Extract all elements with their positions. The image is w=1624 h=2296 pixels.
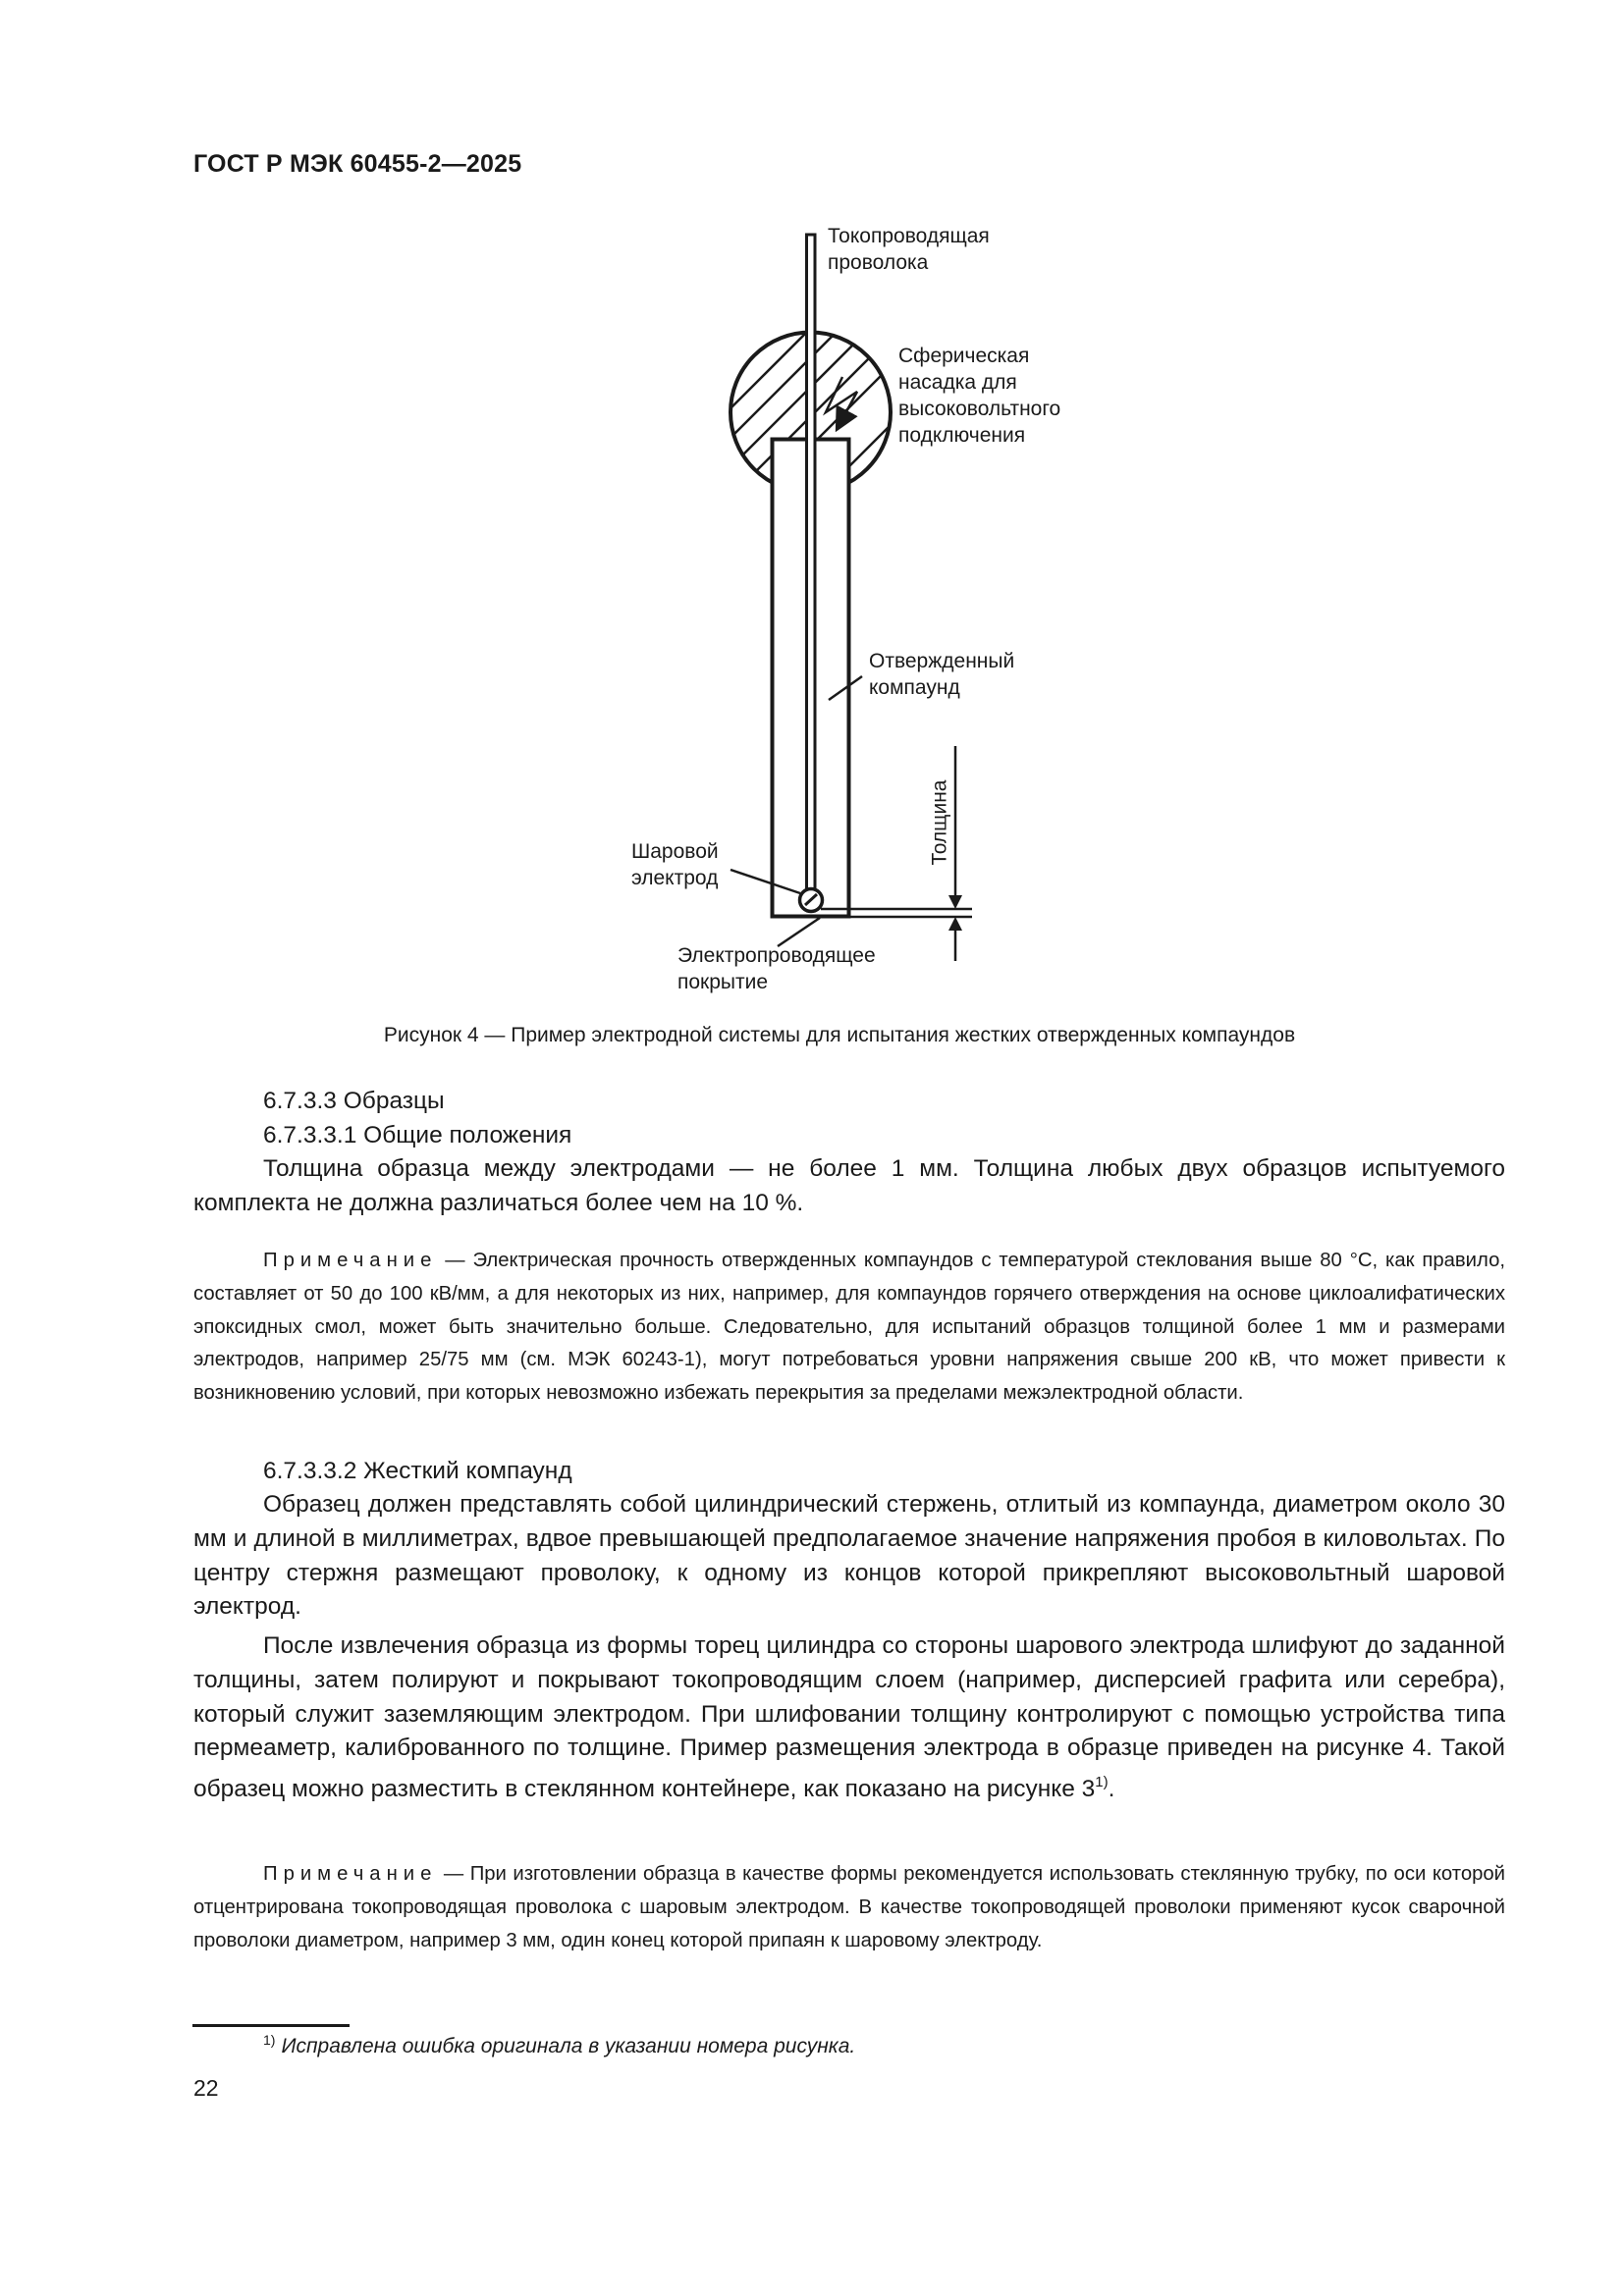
paragraph-sample-preparation: После извлечения образца из формы торец цилиндра со стороны шарового электрода шлифуют до заданной толщины, затем полируют и покрывают токопроводящим слоем (например, дисперсией графита или серебра), который служит заземляющим электродом. При шлифовании толщину контролируют с помощью устройства типа пермеаметр, калиброванного по толщине. Пример размещения электрода в образце приведен на рисунке 4. Такой образец можно разместить в стеклянном контейнере, как показано на рисунке 3$^{1)}$. [193, 1632, 1505, 1803]
paragraph-thickness: Толщина образца между электродами — не более 1 мм. Толщина любых двух образцов испытуемого комплекта не должна различаться более чем на 10 %. [193, 1155, 1505, 1216]
label-conductive-coating: Электропроводящее покрытие [677, 944, 876, 993]
note-glass-tube: Примечание — При изготовлении образца в качестве формы рекомендуется использовать стеклянную трубку, по оси которой отцентрирована токопроводящая проволока с шаровым электродом. В качестве токопроводящей проволоки применяют кусок сварочной проволоки диаметром, например 3 мм, один конец которой припаян к шаровому электроду. [193, 1863, 1505, 1951]
label-cured-compound: Отвержденный компаунд [869, 650, 1015, 699]
paragraph-rigid-compound: Образец должен представлять собой цилиндрический стержень, отлитый из компаунда, диаметром около 30 мм и длиной в миллиметрах, вдвое превышающей предполагаемое значение напряжения пробоя в киловольтах. По центру стержня размещают проволоку, к одному из концов которой прикрепляют высоковольтный шаровой электрод. [193, 1491, 1505, 1621]
document-header: ГОСТ Р МЭК 60455-2—2025 [193, 150, 522, 178]
note-electric-strength: Примечание — Электрическая прочность отвержденных компаундов с температурой стеклования выше 80 °С, как правило, составляет от 50 до 100 кВ/мм, а для некоторых из них, например, для компаундов горячего отверждения на основе циклоалифатических эпоксидных смол, может быть значительно больше. Следовательно, для испытаний образцов толщиной более 1 мм и размерами электродов, например 25/75 мм (см. МЭК 60243-1), могут потребоваться уровни напряжения свыше 200 кВ, что может привести к возникновению условий, при которых невозможно избежать перекрытия за пределами межэлектродной области. [193, 1250, 1505, 1405]
note-label: Примечание [263, 1250, 438, 1271]
section-heading-6733: 6.7.3.3 Образцы [263, 1088, 445, 1114]
section-heading-67332: 6.7.3.3.2 Жесткий компаунд [263, 1458, 572, 1484]
label-spherical-attachment: Сферическая насадка для высоковольтного подключения [898, 345, 1061, 447]
footnote-separator [192, 2024, 350, 2027]
label-thickness: Толщина [928, 779, 951, 866]
label-ball-electrode: Шаровой электрод [631, 840, 719, 889]
figure-caption: Рисунок 4 — Пример электродной системы для испытания жестких отвержденных компаундов [383, 1024, 1296, 1046]
label-conductive-wire: Токопроводящая проволока [828, 225, 990, 274]
footnote: $^{1)}$ Исправлена ошибка оригинала в указании номера рисунка. [263, 2032, 856, 2057]
footnote-reference[interactable]: 1) [1095, 1774, 1109, 1791]
footnote-marker: 1) [263, 2032, 276, 2048]
page-number: 22 [193, 2075, 219, 2101]
note-label: Примечание [263, 1863, 438, 1885]
electrode-system-diagram [0, 0, 1624, 1080]
section-heading-67331: 6.7.3.3.1 Общие положения [263, 1122, 572, 1148]
